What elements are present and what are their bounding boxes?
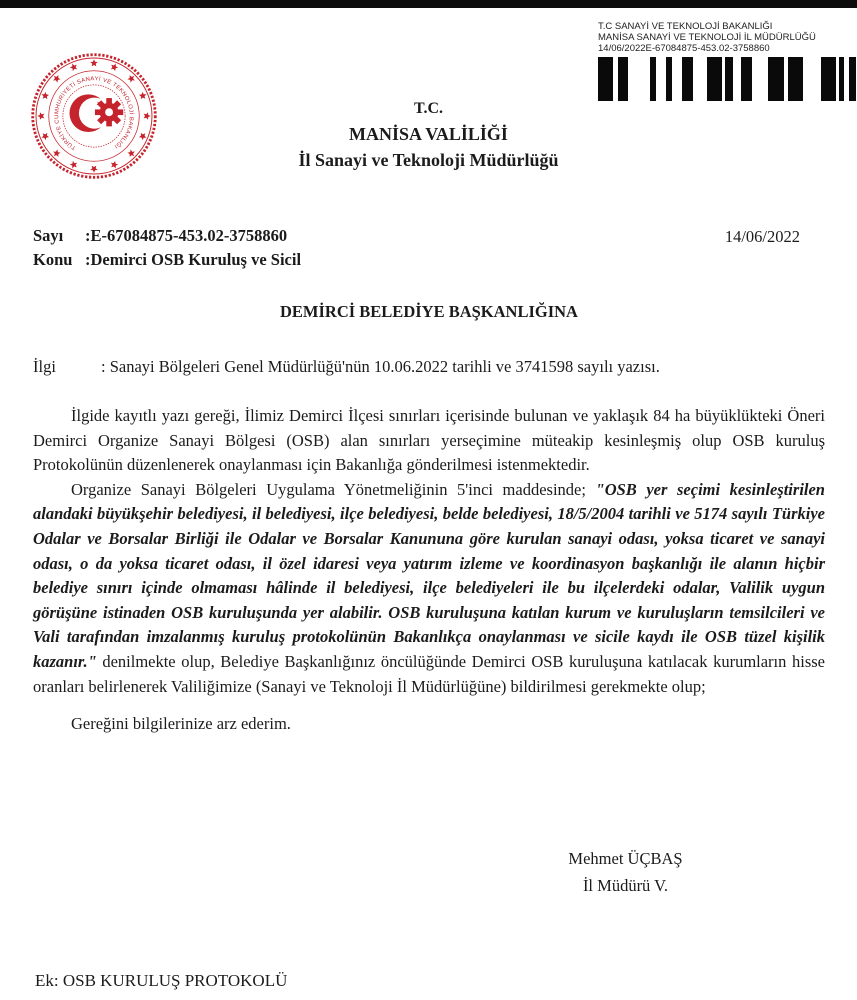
edoc-stamp-line3: 14/06/2022E-67084875-453.02-3758860 <box>598 43 770 54</box>
barcode <box>598 57 856 101</box>
emblem-ring-text: TÜRKİYE CUMHURİYETİ SANAYİ VE TEKNOLOJİ BAKANLIĞI <box>54 76 134 151</box>
ilgi-label: İlgi <box>33 357 56 376</box>
paragraph-2-outro: denilmekte olup, Belediye Başkanlığınız öncülüğünde Demirci OSB kuruluşuna katılacak kurumların hisse oranları belirlenerek Valiliğimize (Sanayi ve Teknoloji İl Müdürlüğüne) bildirilmesi gerekmekte olup; <box>33 651 825 696</box>
scan-top-edge <box>0 0 857 8</box>
paragraph-2-intro: Organize Sanayi Bölgeleri Uygulama Yönetmeliğinin 5'inci maddesinde; <box>71 479 596 499</box>
edoc-stamp <box>598 21 816 54</box>
title-mudurluk: İl Sanayi ve Teknoloji Müdürlüğü <box>298 150 559 170</box>
letter-body <box>33 404 825 737</box>
recipient-heading: DEMİRCİ BELEDİYE BAŞKANLIĞINA <box>280 302 578 321</box>
paragraph-1: İlgide kayıtlı yazı gereği, İlimiz Demirci İlçesi sınırları içerisinde bulunan ve yaklaşık 84 ha büyüklükteki Öneri Demirci Organize Sanayi Bölgesi (OSB) alan sınırları yerseçimine müteakip kesinleşmiş olup OSB kuruluş Protokolünün düzenlenerek onaylanması için Bakanlığa gönderilmesi istenmektedir. <box>33 406 825 475</box>
regulation-quote: "OSB yer seçimi kesinleştirilen alandaki büyükşehir belediyesi, il belediyesi, ilçe belediyesi, belde belediyesi, 18/5/2004 tarihli ve 5174 sayılı Türkiye Odalar ve Borsalar Birliği ile Odalar ve Borsalar Kanununa göre kurulan sanayi odası, yoksa ticaret ve sanayi odası, o da yoksa ticaret odası, il özel idaresi veya yatırım izleme ve koordinasyon başkanlığı ile alanın hiçbir belediye sınırı içinde olmaması hâlinde il belediyesi, ilçe belediyeleri ile bu ilçelerdeki odalar, Valilik uygun görüşüne istinaden OSB kuruluşunda yer alabilir. OSB kuruluşuna katılan kurum ve kuruluşların temsilcileri ve Vali tarafından imzalanmış kuruluş protokolünün Bakanlıkça onaylanması ve sicile kaydı ile OSB tüzel kişilik kazanır." <box>33 479 825 671</box>
konu-label: Konu <box>33 250 73 269</box>
edoc-stamp-line1: T.C SANAYİ VE TEKNOLOJİ BAKANLIĞI <box>598 21 773 32</box>
sayi-label: Sayı <box>33 226 64 245</box>
sayi-value: :E-67084875-453.02-3758860 <box>85 226 288 245</box>
document-date: 14/06/2022 <box>724 227 800 246</box>
letterhead-titles <box>0 97 857 173</box>
title-tc: T.C. <box>413 100 444 117</box>
closing-line: Gereğini bilgilerinize arz ederim. <box>71 714 291 734</box>
reference-line <box>33 357 825 377</box>
ilgi-text: : Sanayi Bölgeleri Genel Müdürlüğü'nün 10.06.2022 tarihli ve 3741598 sayılı yazısı. <box>101 357 660 376</box>
konu-row <box>33 248 825 272</box>
signer-name: Mehmet ÜÇBAŞ <box>568 849 683 868</box>
signer-title: İl Müdürü V. <box>582 876 669 895</box>
sayi-row <box>33 224 825 248</box>
title-valilik: MANİSA VALİLİĞİ <box>349 124 508 144</box>
konu-value: :Demirci OSB Kuruluş ve Sicil <box>85 250 302 269</box>
document-meta <box>33 224 825 272</box>
edoc-stamp-line2: MANİSA SANAYİ VE TEKNOLOJİ İL MÜDÜRLÜĞÜ <box>598 32 816 43</box>
attachment-line: Ek: OSB KURULUŞ PROTOKOLÜ <box>35 971 288 990</box>
paragraph-2 <box>33 478 825 699</box>
signature-block <box>488 845 763 899</box>
